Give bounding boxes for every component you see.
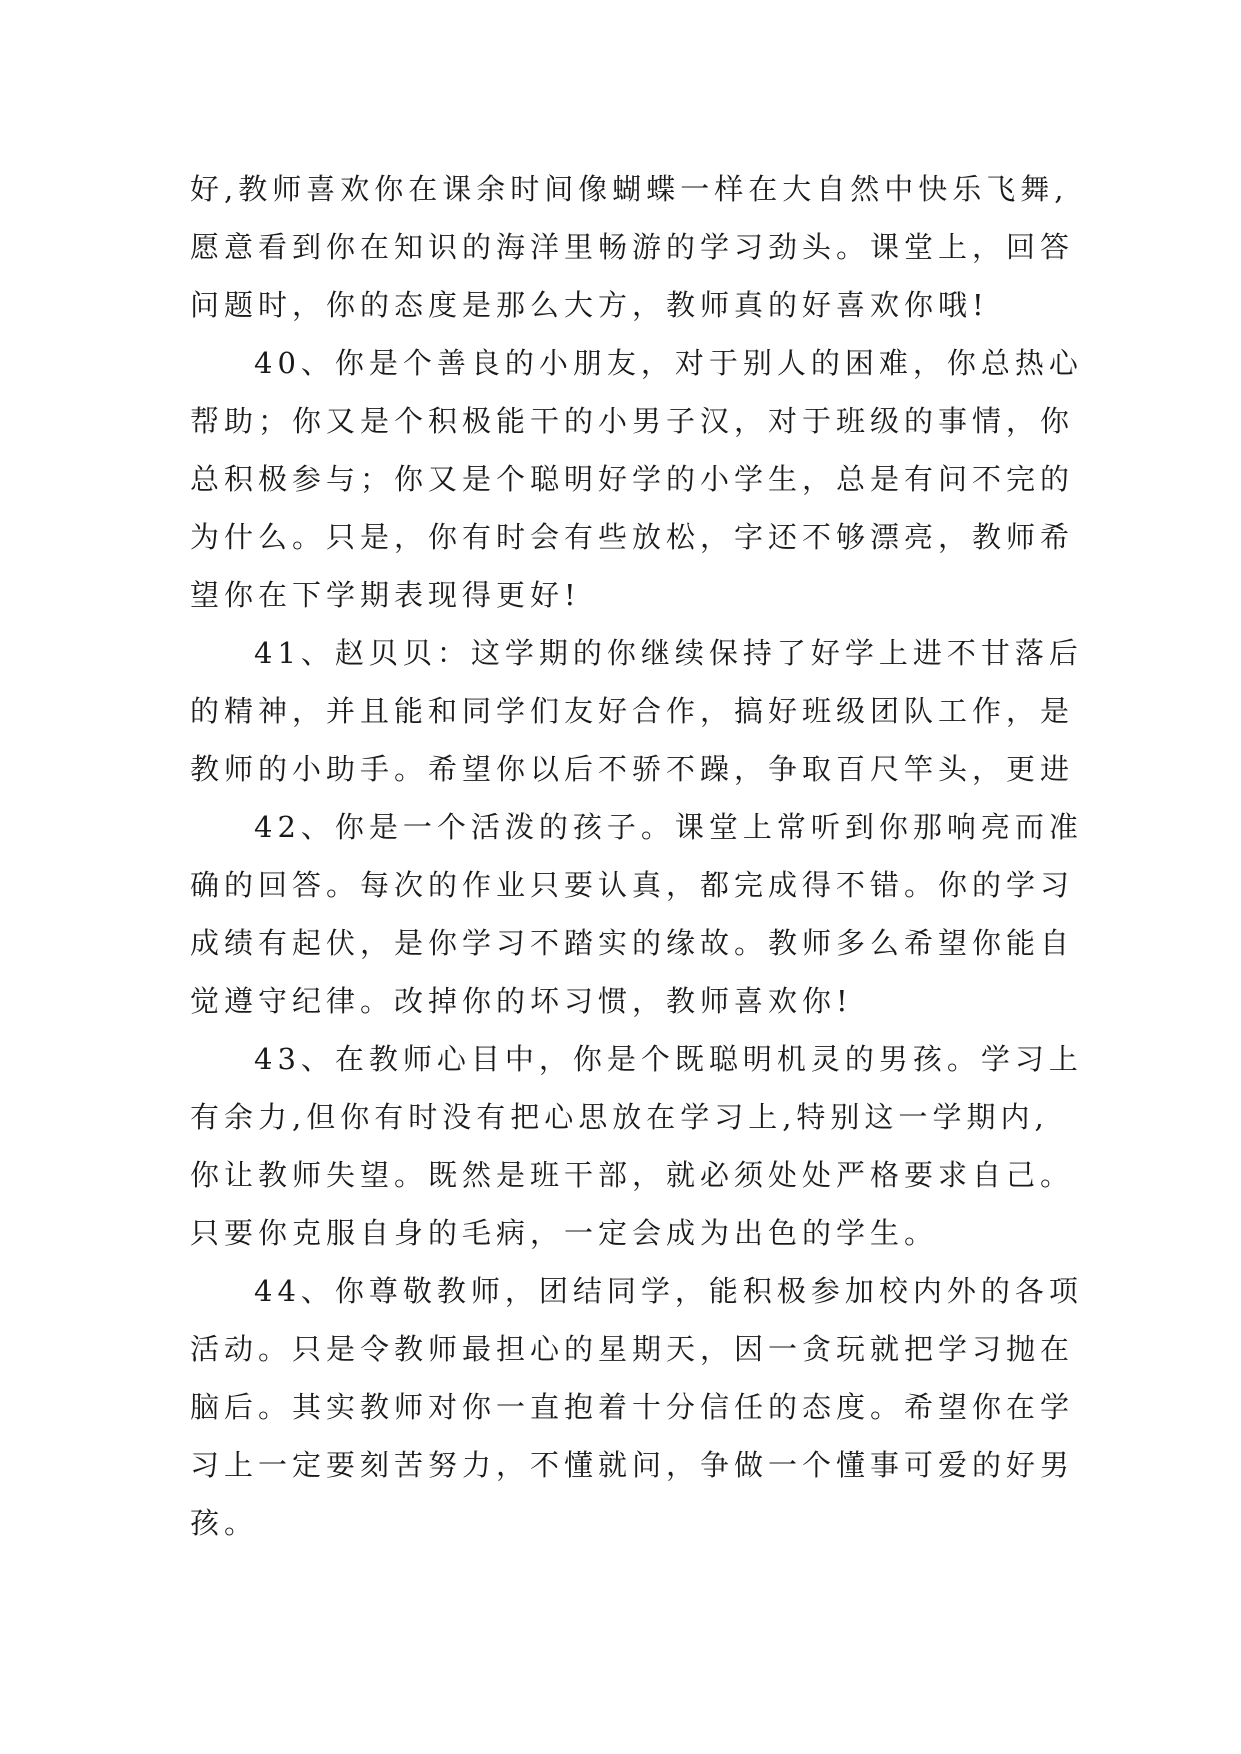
text-line: 教师的小助手。希望你以后不骄不躁，争取百尺竿头，更进 bbox=[190, 752, 1075, 786]
text-line: 好,教师喜欢你在课余时间像蝴蝶一样在大自然中快乐飞舞, bbox=[190, 172, 1069, 206]
text-line: 愿意看到你在知识的海洋里畅游的学习劲头。课堂上，回答 bbox=[190, 230, 1075, 264]
text-line: 43、在教师心目中，你是个既聪明机灵的男孩。学习上 bbox=[254, 1042, 1083, 1076]
text-line: 习上一定要刻苦努力，不懂就问，争做一个懂事可爱的好男 bbox=[190, 1448, 1075, 1482]
text-line: 的精神，并且能和同学们友好合作，搞好班级团队工作，是 bbox=[190, 694, 1075, 728]
text-line: 为什么。只是，你有时会有些放松，字还不够漂亮，教师希 bbox=[190, 520, 1075, 554]
paragraph bbox=[190, 624, 1090, 798]
paragraph bbox=[190, 1262, 1090, 1552]
text-line: 40、你是个善良的小朋友，对于别人的困难，你总热心 bbox=[254, 346, 1083, 380]
text-line: 有余力,但你有时没有把心思放在学习上,特别这一学期内, bbox=[190, 1100, 1049, 1134]
paragraph bbox=[190, 160, 1090, 334]
text-line: 觉遵守纪律。改掉你的坏习惯，教师喜欢你! bbox=[190, 984, 853, 1018]
text-line: 孩。 bbox=[190, 1506, 259, 1540]
text-line: 望你在下学期表现得更好! bbox=[190, 578, 581, 612]
text-line: 脑后。其实教师对你一直抱着十分信任的态度。希望你在学 bbox=[190, 1390, 1075, 1424]
document-body bbox=[190, 160, 1090, 1552]
text-line: 44、你尊敬教师，团结同学，能积极参加校内外的各项 bbox=[254, 1274, 1083, 1308]
text-line: 总积极参与；你又是个聪明好学的小学生，总是有问不完的 bbox=[190, 462, 1075, 496]
paragraph bbox=[190, 798, 1090, 1030]
text-line: 只要你克服自身的毛病，一定会成为出色的学生。 bbox=[190, 1216, 939, 1250]
text-line: 问题时，你的态度是那么大方，教师真的好喜欢你哦! bbox=[190, 288, 989, 322]
paragraph bbox=[190, 1030, 1090, 1262]
text-line: 41、赵贝贝：这学期的你继续保持了好学上进不甘落后 bbox=[254, 636, 1083, 670]
text-line: 帮助；你又是个积极能干的小男子汉，对于班级的事情，你 bbox=[190, 404, 1075, 438]
paragraph bbox=[190, 334, 1090, 624]
text-line: 42、你是一个活泼的孩子。课堂上常听到你那响亮而准 bbox=[254, 810, 1083, 844]
text-line: 活动。只是令教师最担心的星期天，因一贪玩就把学习抛在 bbox=[190, 1332, 1075, 1366]
text-line: 你让教师失望。既然是班干部，就必须处处严格要求自己。 bbox=[190, 1158, 1075, 1192]
text-line: 成绩有起伏，是你学习不踏实的缘故。教师多么希望你能自 bbox=[190, 926, 1075, 960]
text-line: 确的回答。每次的作业只要认真，都完成得不错。你的学习 bbox=[190, 868, 1075, 902]
